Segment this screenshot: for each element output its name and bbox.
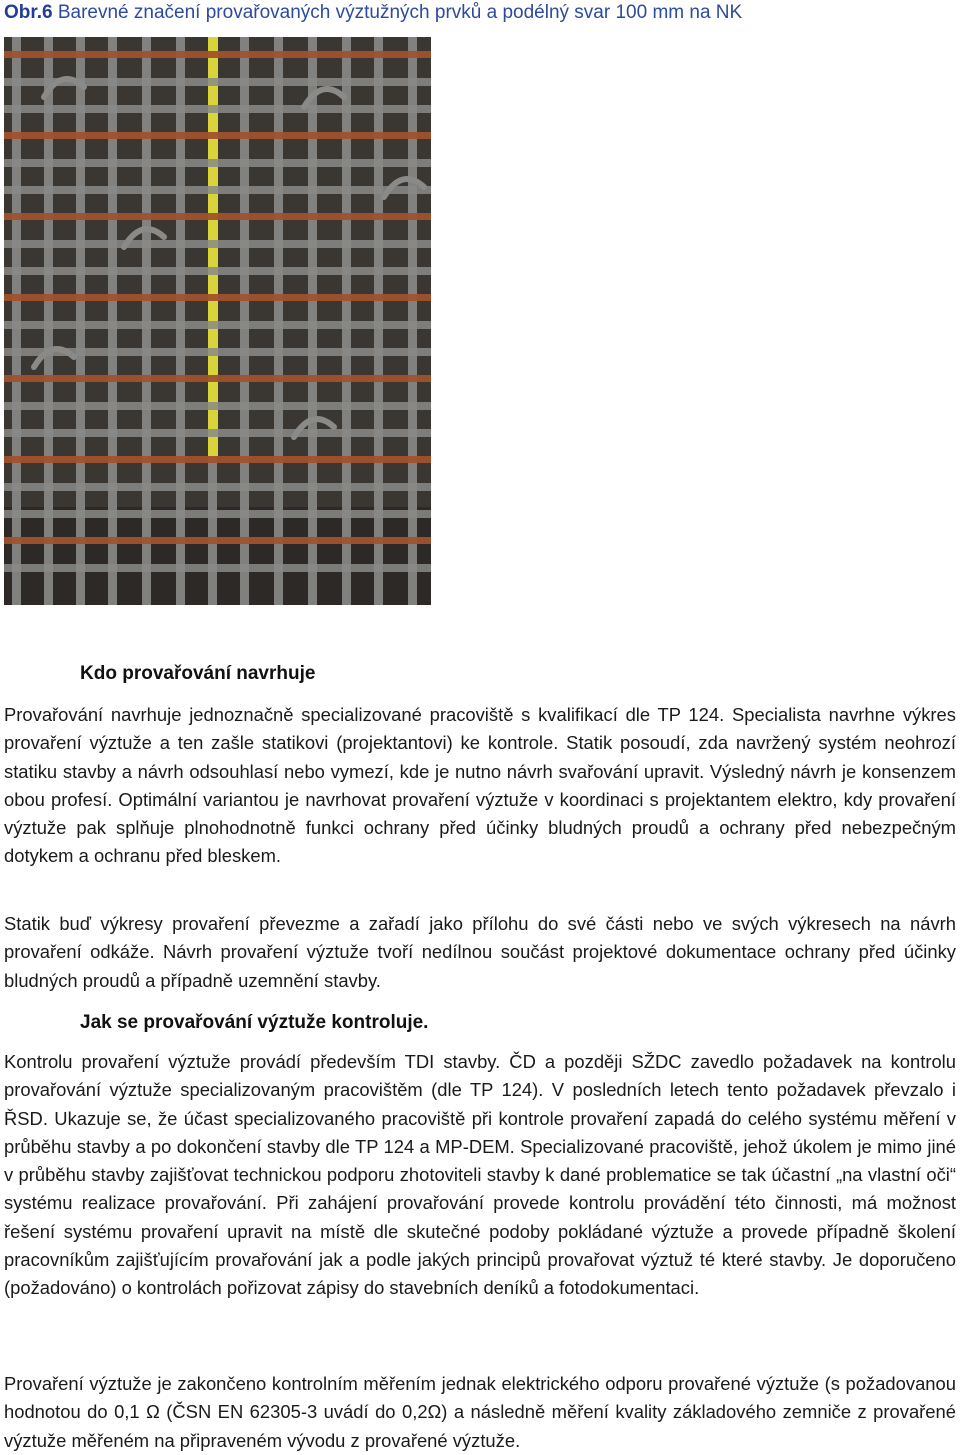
figure-caption-text: Barevné značení provařovaných výztužných prvků a podélný svar 100 mm na NK bbox=[52, 2, 743, 23]
horizontal-rebar bbox=[4, 429, 431, 437]
figure-label: Obr.6 bbox=[4, 2, 53, 23]
horizontal-rebar-rust bbox=[4, 537, 431, 544]
horizontal-rebar bbox=[4, 483, 431, 491]
horizontal-rebar bbox=[4, 267, 431, 275]
paragraph-check-2: Provaření výztuže je zakončeno kontrolním měřením jednak elektrického odporu provařené výztuže (s požadovanou hodnotou do 0,1 Ω (ČSN EN 62305-3 uvádí do 0,2Ω) a následně měření kvality základového zemniče z provařené výztuže měřeném na připraveném vývodu z provařené výztuže. bbox=[4, 1373, 956, 1451]
figure-caption bbox=[4, 2, 742, 24]
horizontal-rebar bbox=[4, 402, 431, 410]
paragraph-check-1: Kontrolu provaření výztuže provádí především TDI stavby. ČD a později SŽDC zavedlo požadavek na kontrolu provařování výztuže specializovaným pracovištěm (dle TP 124). V posledních letech tento požadavek převzalo i ŘSD. Ukazuje se, že účast specializovaného pracoviště při kontrole provaření zapadá do celého systému měření v průběhu stavby a po dokončení stavby dle TP 124 a MP-DEM. Specializované pracoviště, jehož úkolem je mimo jiné v průběhu stavby zajišťovat technickou podporu zhotoviteli stavby k dané problematice se tak účastní „na vlastní oči“ systému realizace provařování. Při zahájení provařování provede kontrolu provádění této činnosti, má možnost řešení systému provaření upravit na místě dle skutečné podoby pokládané výztuže a provede případně školení pracovníkům zajišťujícím provařování jak a podle jakých principů provařovat výztuž té které stavby. Je doporučeno (požadováno) o kontrolách pořizovat zápisy do stavebních deníků a fotodokumentaci. bbox=[4, 1051, 956, 1299]
horizontal-rebar bbox=[4, 105, 431, 113]
photo-shadow bbox=[4, 507, 431, 605]
horizontal-rebar bbox=[4, 321, 431, 329]
horizontal-rebar-rust bbox=[4, 375, 431, 382]
horizontal-rebar-rust bbox=[4, 213, 431, 220]
horizontal-rebar-rust bbox=[4, 132, 431, 139]
section-heading-how-checked: Jak se provařování výztuže kontroluje. bbox=[80, 1012, 429, 1033]
horizontal-rebar bbox=[4, 186, 431, 194]
paragraph-design-2: Statik buď výkresy provaření převezme a zařadí jako přílohu do své části nebo ve svých výkresech na návrh provaření odkáže. Návrh provaření výztuže tvoří nedílnou součást projektové dokumentace ochrany před účinky bludných proudů a případně uzemnění stavby. bbox=[4, 913, 956, 991]
horizontal-rebar bbox=[4, 159, 431, 167]
paragraph-design-1: Provařování navrhuje jednoznačně specializované pracoviště s kvalifikací dle TP 124. Specialista navrhne výkres provaření výztuže a ten zašle statikovi (projektantovi) ke kontrole. Statik posoudí, zda navržený systém neohrozí statiku stavby a návrh odsouhlasí nebo vymezí, kde je nutno návrh svařování upravit. Výsledný návrh je konsenzem obou profesí. Optimální variantou je navrhovat provaření výztuže v koordinaci s projektantem elektro, kdy provaření výztuže pak splňuje plnohodnotně funkci ochrany před účinky bludných proudů a ochrany před nebezpečným dotykem a ochranu před bleskem. bbox=[4, 704, 956, 867]
section-heading-who-designs: Kdo provařování navrhuje bbox=[80, 663, 316, 684]
horizontal-rebar bbox=[4, 240, 431, 248]
horizontal-rebar-rust bbox=[4, 51, 431, 58]
rebar-mesh-photo bbox=[4, 37, 431, 605]
rebar-mesh-illustration bbox=[4, 37, 431, 605]
horizontal-rebar-rust bbox=[4, 294, 431, 301]
horizontal-rebar bbox=[4, 510, 431, 518]
horizontal-rebar-rust bbox=[4, 456, 431, 463]
horizontal-rebar bbox=[4, 564, 431, 572]
